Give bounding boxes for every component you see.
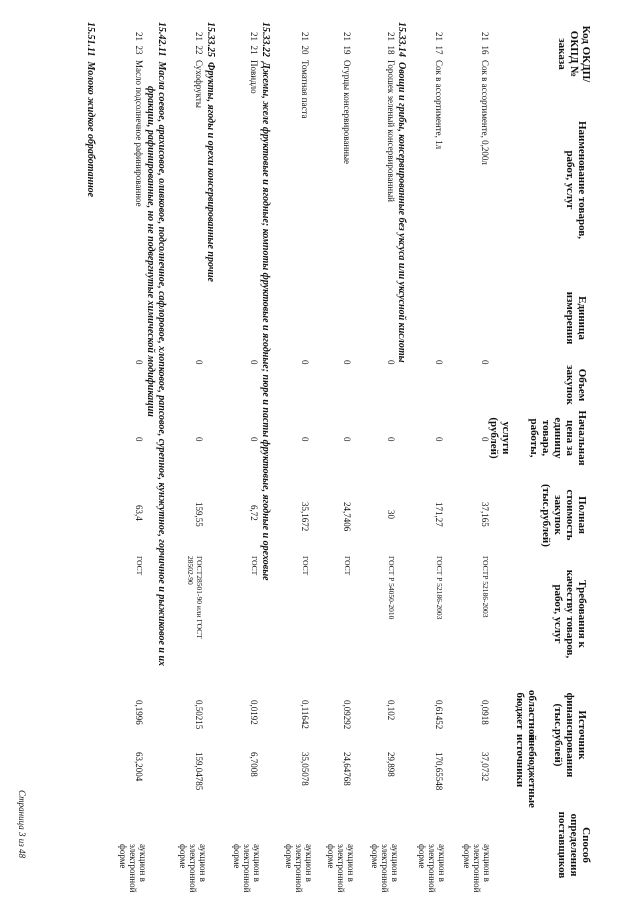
row-name: Сок в ассортименте, 1л — [434, 60, 444, 150]
row-regional: 0,0192 — [249, 700, 259, 725]
row-regional: 0,61452 — [434, 700, 444, 730]
header-price-bottom: услуги (рублей) — [488, 417, 512, 459]
row-volume: 0 — [386, 360, 396, 365]
row-requirements: ГОСТ Р 54050-2010 — [387, 556, 396, 620]
row-volume: 0 — [300, 360, 310, 365]
row-name: Томатная паста — [300, 60, 310, 119]
row-volume: 0 — [194, 360, 204, 365]
row-extra: 29,898 — [386, 752, 396, 777]
section-header: 15.51.11 Молоко жидкое обработанное — [85, 22, 96, 198]
header-code: Код ОКДП/ ОКПД № заказа — [556, 25, 592, 83]
row-method: аукцион в электронной форме — [118, 844, 148, 893]
row-price: 0 — [134, 437, 144, 442]
header-unit: Единица измерения — [564, 291, 588, 345]
row-code: 21 22 — [194, 32, 204, 55]
row-requirements: ГОСТ — [343, 556, 352, 576]
row-extra: 37,0732 — [480, 752, 490, 782]
row-method: аукцион в электронной форме — [370, 844, 400, 893]
row-code: 21 23 — [134, 32, 144, 55]
row-volume: 0 — [249, 360, 259, 365]
row-price: 0 — [300, 437, 310, 442]
row-price: 0 — [342, 437, 352, 442]
page-number: Страница 3 из 48 — [17, 790, 27, 858]
row-requirements: ГОСТ — [301, 556, 310, 576]
row-name: Масло подсолнечное рафинированное — [134, 60, 144, 207]
row-price: 0 — [249, 437, 259, 442]
row-regional: 0,09292 — [342, 700, 352, 730]
header-source-regional: областной бюджет — [514, 690, 538, 741]
header-method: Способ определения поставщиков — [556, 811, 592, 879]
row-code: 21 20 — [300, 32, 310, 55]
row-total: 6,72 — [249, 505, 259, 521]
row-method: аукцион в электронной форме — [326, 844, 356, 893]
row-volume: 0 — [434, 360, 444, 365]
row-total: 37,165 — [480, 502, 490, 527]
section-header: 15.33.22 Джемы, желе фруктовые и ягодные; компоты фруктовые и ягодные; пюре и пасты фруктовые, ягодные и ореховые — [260, 22, 271, 581]
row-extra: 159,04785 — [194, 752, 204, 791]
header-price-top: Начальная цена за единицу товара, работы, — [528, 410, 588, 466]
row-code: 21 19 — [342, 32, 352, 55]
row-regional: 0,11642 — [300, 700, 310, 729]
row-name: Горошек зеленый консервированный — [386, 60, 396, 202]
row-method: аукцион в электронной форме — [462, 844, 492, 893]
row-requirements: ГОСТ — [135, 556, 144, 576]
row-total: 63,4 — [134, 505, 144, 521]
header-volume: Объем закупок — [564, 365, 588, 405]
section-header: 15.33.25 Фрукты, ягоды и орехи консервированные прочие — [205, 22, 216, 282]
row-method: аукцион в электронной форме — [284, 844, 314, 893]
row-price: 0 — [386, 437, 396, 442]
row-requirements: ГОСТ — [250, 556, 259, 576]
row-volume: 0 — [480, 360, 490, 365]
row-name: Огурцы консервированные — [342, 60, 352, 165]
row-extra: 63,2004 — [134, 752, 144, 782]
row-price: 0 — [194, 437, 204, 442]
row-volume: 0 — [134, 360, 144, 365]
row-requirements: ГОСТР 52186-2003 — [481, 556, 490, 618]
row-code: 21 21 — [249, 32, 259, 55]
row-volume: 0 — [342, 360, 352, 365]
header-source: Источник финансирования (тыс.рублей) — [552, 692, 588, 778]
row-price: 0 — [434, 437, 444, 442]
row-total: 35,1672 — [300, 502, 310, 532]
row-regional: 0,0918 — [480, 700, 490, 725]
row-code: 21 17 — [434, 32, 444, 55]
row-method: аукцион в электронной форме — [178, 844, 208, 893]
row-total: 30 — [386, 510, 396, 519]
row-total: 159,55 — [194, 502, 204, 527]
row-code: 21 16 — [480, 32, 490, 55]
header-name: Наименование товаров, работ, услуг — [564, 120, 588, 240]
row-extra: 6,7008 — [249, 752, 259, 777]
header-source-extra: внебюджетные источники — [514, 734, 538, 808]
row-requirements: ГОСТ28501-90 или ГОСТ 28502-90 — [186, 556, 204, 639]
row-regional: 0,102 — [386, 700, 396, 721]
section-header-continued: фракции, рафинированные, но не подвергнутые химической модификации — [145, 86, 156, 417]
row-extra: 35,05078 — [300, 752, 310, 786]
row-price: 0 — [480, 437, 490, 442]
row-name: Повидло — [249, 60, 259, 94]
row-regional: 0,1996 — [134, 700, 144, 725]
row-name: Сухофрукты — [194, 60, 204, 108]
row-method: аукцион в электронной форме — [417, 844, 447, 893]
section-header: 15.42.11 Масла соевое, арахисовое, оливковое, подсолнечное, сафлоровое, хлопковое, рапсовое, сурепное, кунжутное, горчичное и рыжиковое и их — [156, 22, 167, 667]
row-total: 171,27 — [434, 502, 444, 527]
row-total: 24,7406 — [342, 502, 352, 532]
row-code: 21 18 — [386, 32, 396, 55]
row-regional: 0,50215 — [194, 700, 204, 730]
row-method: аукцион в электронной форме — [232, 844, 262, 893]
row-requirements: ГОСТ Р 52186-2003 — [435, 556, 444, 620]
row-extra: 170,65548 — [434, 752, 444, 791]
section-header: 15.33.14 Овощи и грибы, консервированные без уксуса или уксусной кислоты — [396, 22, 407, 363]
row-name: Сок в ассортименте, 0,200л — [480, 60, 490, 165]
header-total: Полная стоимость закупок (тыс.рублей) — [540, 484, 588, 547]
header-requirements: Требования к качеству товаров, работ, услуг — [552, 569, 588, 659]
row-extra: 24,64768 — [342, 752, 352, 786]
